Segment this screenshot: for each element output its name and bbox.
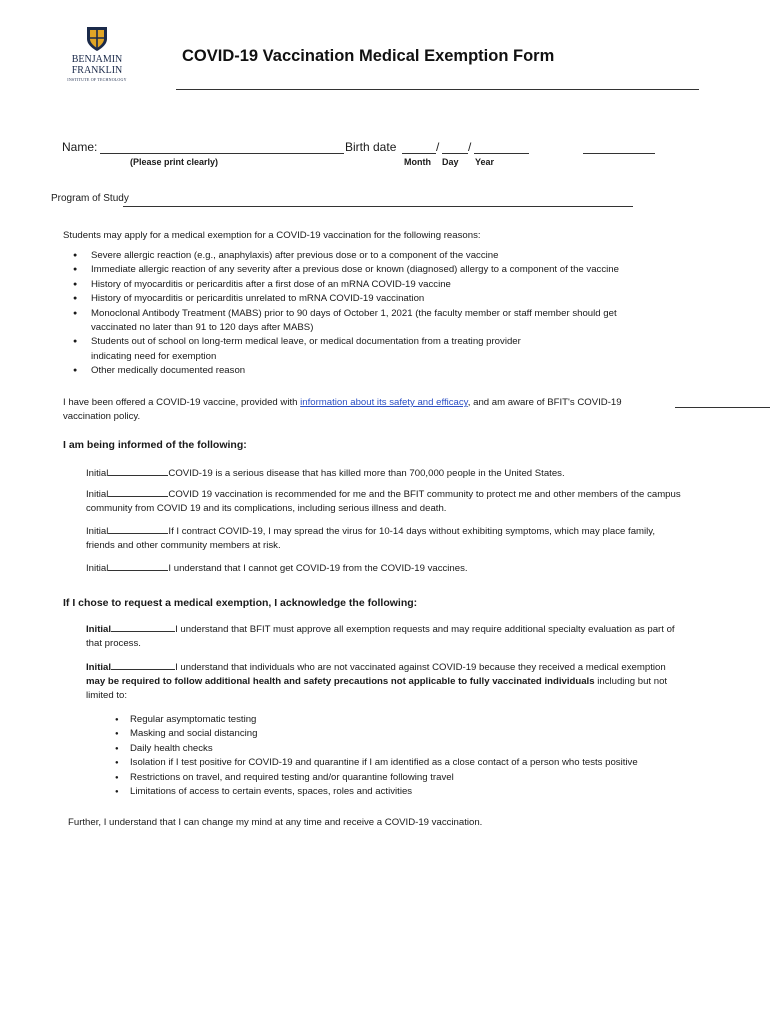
list-item: ● Monoclonal Antibody Treatment (MABS) prior to 90 days of October 1, 2021 (the faculty member or staff member should get vaccinated no later than 91 to 120 days after MABS) [73,307,631,336]
birth-year-field[interactable] [474,153,529,154]
informed-text: If I contract COVID-19, I may spread the virus for 10-14 days without exhibiting symptoms, which may place family, friends and other community members at risk. [86,526,656,551]
list-item: ● Other medically documented reason [73,364,673,378]
birth-slash-1: / [436,140,440,154]
extra-field[interactable] [583,153,655,154]
acknowledge-bold-text: may be required to follow additional health and safety precautions not applicable to fully vaccinated individuals [86,676,595,687]
list-item: ● History of myocarditis or pericarditis unrelated to mRNA COVID-19 vaccination [73,292,673,306]
logo-line2: FRANKLIN [71,65,123,76]
acknowledge-text: I understand that BFIT must approve all exemption requests and may require additional specialty evaluation as part of that process. [86,624,675,649]
year-caption: Year [475,157,495,167]
birth-date-label: Birth date [345,140,397,154]
acknowledge-text: I understand that individuals who are not vaccinated against COVID-19 because they received a medical exemption [175,662,666,673]
acknowledge-heading: If I chose to request a medical exemption, I acknowledge the following: [63,597,418,609]
birth-month-field[interactable] [402,153,436,154]
informed-heading: I am being informed of the following: [63,439,247,451]
acknowledge-text-end: including but not limited to: [86,676,668,701]
initial-field[interactable] [108,487,168,497]
informed-item-3 [86,524,686,553]
acknowledge-item-2 [86,660,676,703]
list-item: ● Masking and social distancing [115,727,715,741]
initial-label: Initial [86,526,109,537]
initial-label: Initial [86,489,109,500]
page-title: COVID-19 Vaccination Medical Exemption Form [182,47,555,65]
birth-day-field[interactable] [442,153,468,154]
initial-field[interactable] [108,466,168,476]
initial-label: Initial [86,468,109,479]
informed-text: COVID 19 vaccination is recommended for me and the BFIT community to protect me and other members of the campus community from COVID 19 and its complications, including serious illness and death. [86,489,681,514]
list-item: ● Isolation if I test positive for COVID-19 and quarantine if I am identified as a close contact of a person who tests positive [115,756,715,770]
informed-item-4 [86,561,686,576]
offered-text-cont: vaccination policy. [63,411,141,422]
initial-label: Initial [86,563,109,574]
acknowledge-item-1 [86,622,691,651]
list-item: ● Regular asymptomatic testing [115,713,715,727]
initial-field[interactable] [111,622,175,632]
closing-statement: Further, I understand that I can change my mind at any time and receive a COVID-19 vaccination. [68,817,483,828]
list-item: ● Students out of school on long-term medical leave, or medical documentation from a treating provider indicating need for exemption [73,335,531,364]
month-caption: Month [404,157,431,167]
day-caption: Day [442,157,459,167]
list-item: ● History of myocarditis or pericarditis after a first dose of an mRNA COVID-19 vaccine [73,278,673,292]
offered-text-start: I have been offered a COVID-19 vaccine, provided with [63,397,301,408]
bfit-logo [64,26,130,90]
title-underline [176,89,699,90]
name-label: Name: [62,140,98,154]
logo-line3: INSTITUTE OF TECHNOLOGY [67,77,127,82]
list-item: ● Immediate allergic reaction of any severity after a previous dose or known (diagnosed) allergy to a component of the vaccine [73,263,673,277]
safety-efficacy-link[interactable]: information about its safety and efficacy [300,397,468,408]
initial-label: Initial [86,624,112,635]
offered-text [63,396,763,410]
informed-text: COVID-19 is a serious disease that has killed more than 700,000 people in the United States. [168,468,565,479]
list-item: ● Restrictions on travel, and required testing and/or quarantine following travel [115,771,715,785]
offered-underline [675,407,770,408]
list-item: ● Severe allergic reaction (e.g., anaphylaxis) after previous dose or to a component of the vaccine [73,249,673,263]
offered-text-end: , and am aware of BFIT's COVID-19 [467,397,622,408]
initial-field[interactable] [108,561,168,571]
print-note: (Please print clearly) [130,157,219,167]
program-field[interactable] [123,206,633,207]
name-field[interactable] [100,153,344,154]
program-label: Program of Study [51,193,129,204]
initial-field[interactable] [108,524,168,534]
informed-item-1 [86,466,686,481]
list-item: ● Daily health checks [115,742,715,756]
initial-label: Initial [86,662,112,673]
list-item: ● Limitations of access to certain events, spaces, roles and activities [115,785,715,799]
initial-field[interactable] [111,660,175,670]
informed-item-2 [86,487,686,516]
reasons-list [73,249,673,379]
precautions-list [115,713,715,799]
shield-icon [86,26,108,52]
intro-text: Students may apply for a medical exemption for a COVID-19 vaccination for the following reasons: [63,230,481,241]
birth-slash-2: / [468,140,472,154]
logo-line1: BENJAMIN [71,54,123,65]
informed-text: I understand that I cannot get COVID-19 from the COVID-19 vaccines. [168,563,468,574]
